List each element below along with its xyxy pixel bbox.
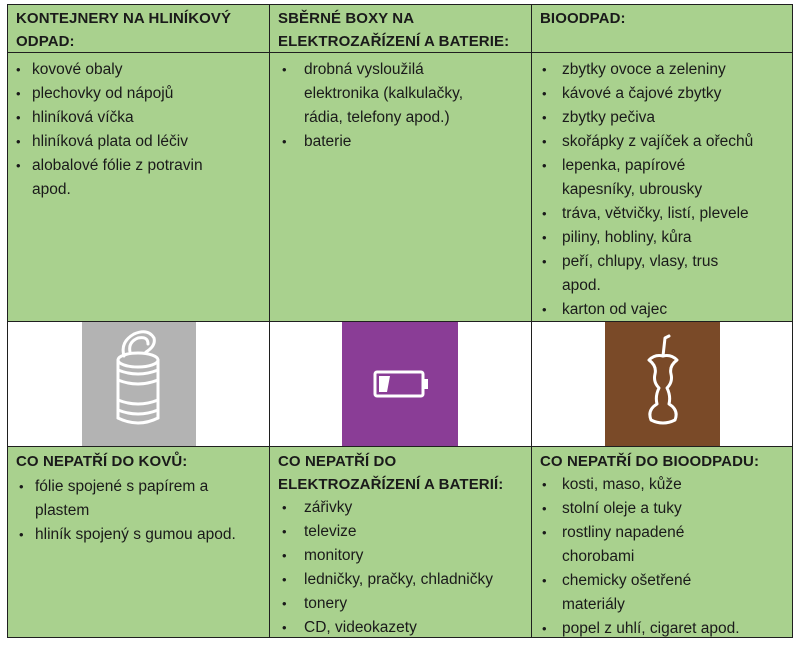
not-header-bio: CO NEPATŘÍ DO BIOODPADU: — [540, 453, 760, 470]
list-item: • kosti, maso, kůže — [542, 476, 682, 493]
header-metal-line-2: ODPAD: — [16, 33, 75, 50]
icon-cell-electro — [270, 322, 531, 446]
header-bio-line-1: BIOODPAD: — [540, 10, 626, 27]
not-header-electro-line-2: ELEKTROZAŘÍZENÍ A BATERIÍ: — [278, 476, 504, 493]
list-item: • hliníková víčka — [16, 109, 134, 126]
list-item: • tonery — [282, 595, 348, 612]
list-item: • zbytky ovoce a zeleniny — [542, 61, 726, 78]
list-item: • peří, chlupy, vlasy, trus — [542, 253, 719, 270]
list-item-continuation: chorobami — [562, 548, 635, 565]
list-item: • zářivky — [282, 499, 353, 516]
not-cell-bio — [532, 447, 792, 637]
list-item-continuation: materiály — [562, 596, 625, 613]
waste-sorting-table — [7, 4, 793, 638]
list-item: • karton od vajec — [542, 301, 668, 318]
list-item: • popel z uhlí, cigaret apod. — [542, 620, 740, 637]
header-electro-line-1: SBĚRNÉ BOXY NA — [278, 10, 415, 27]
list-item: • televize — [282, 523, 357, 540]
header-cell-bio — [532, 5, 792, 52]
list-item: • fólie spojené s papírem a — [19, 478, 209, 495]
icon-cell-bio — [532, 322, 792, 446]
not-cell-electro — [270, 447, 531, 637]
list-item: • zbytky pečiva — [542, 109, 656, 126]
not-header-metal: CO NEPATŘÍ DO KOVŮ: — [16, 453, 188, 470]
list-cell-electro — [270, 53, 531, 321]
not-cell-metal — [8, 447, 269, 637]
row-divider — [8, 446, 792, 447]
list-item: • stolní oleje a tuky — [542, 500, 682, 517]
tin-can-icon — [82, 322, 196, 446]
header-metal-line-1: KONTEJNERY NA HLINÍKOVÝ — [16, 10, 232, 27]
list-item: • hliník spojený s gumou apod. — [19, 526, 236, 543]
list-item-continuation: apod. — [562, 277, 601, 294]
list-item-continuation: elektronika (kalkulačky, — [304, 85, 464, 102]
header-cell-metal — [8, 5, 269, 52]
battery-icon — [342, 322, 458, 446]
list-item: • plechovky od nápojů — [16, 85, 174, 102]
list-item: • ledničky, pračky, chladničky — [282, 571, 493, 588]
list-item: • piliny, hobliny, kůra — [542, 229, 692, 246]
list-item: • rostliny napadené — [542, 524, 685, 541]
list-item-continuation: apod. — [32, 181, 71, 198]
list-item: • baterie — [282, 133, 352, 150]
list-cell-metal — [8, 53, 269, 321]
row-divider — [8, 52, 792, 53]
list-item: • alobalové fólie z potravin — [16, 157, 203, 174]
icon-cell-metal — [8, 322, 269, 446]
list-item: • hliníková plata od léčiv — [16, 133, 188, 150]
list-cell-bio — [532, 53, 792, 321]
list-item: • drobná vysloužilá — [282, 61, 424, 78]
apple-core-icon — [605, 322, 720, 446]
list-item-continuation: plastem — [35, 502, 90, 519]
not-header-electro-line-1: CO NEPATŘÍ DO — [278, 453, 397, 470]
row-divider — [8, 321, 792, 322]
list-item: • tráva, větvičky, listí, plevele — [542, 205, 749, 222]
header-electro-line-2: ELEKTROZAŘÍZENÍ A BATERIE: — [278, 33, 510, 50]
header-cell-electro — [270, 5, 531, 52]
list-item: • lepenka, papírové — [542, 157, 686, 174]
list-item: • chemicky ošetřené — [542, 572, 692, 589]
list-item-continuation: rádia, telefony apod.) — [304, 109, 450, 126]
list-item: • kávové a čajové zbytky — [542, 85, 722, 102]
list-item: • kovové obaly — [16, 61, 123, 78]
list-item-continuation: kapesníky, ubrousky — [562, 181, 703, 198]
list-item: • skořápky z vajíček a ořechů — [542, 133, 754, 150]
list-item: • CD, videokazety — [282, 619, 417, 636]
list-item: • monitory — [282, 547, 364, 564]
